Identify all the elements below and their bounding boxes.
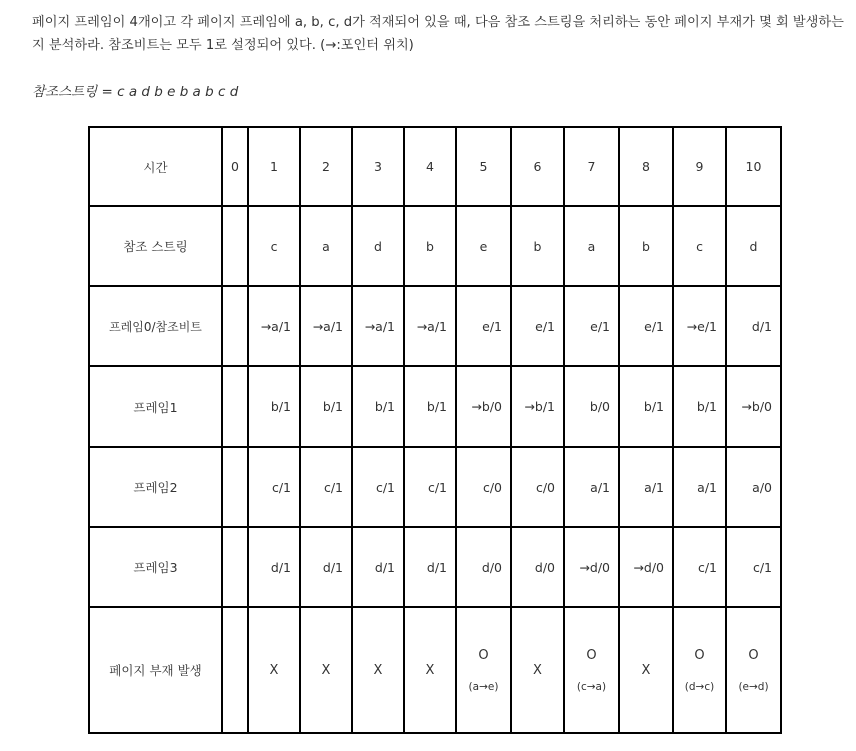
empty-cell	[222, 607, 248, 733]
fault-replacement-detail: (e→d)	[738, 680, 769, 693]
fault-replacement-detail: (d→c)	[684, 680, 715, 693]
frame0-cell: →a/1	[352, 286, 404, 366]
time-cell: 10	[726, 127, 781, 206]
frame3-cell: c/1	[673, 527, 726, 607]
fault-cell	[456, 607, 511, 733]
frame3-cell: →d/0	[619, 527, 673, 607]
time-cell: 3	[352, 127, 404, 206]
reference-cell: c	[673, 206, 726, 286]
frame1-cell: b/1	[404, 366, 456, 447]
fault-cell	[564, 607, 619, 733]
fault-cell	[352, 607, 404, 733]
fault-mark: X	[373, 662, 383, 678]
frame0-cell: →a/1	[248, 286, 300, 366]
row-frame1	[89, 366, 781, 447]
fault-replacement-detail: (a→e)	[468, 680, 499, 693]
time-cell: 1	[248, 127, 300, 206]
frame2-cell: c/0	[456, 447, 511, 527]
frame0-cell: e/1	[511, 286, 564, 366]
time-cell: 6	[511, 127, 564, 206]
row-reference	[89, 206, 781, 286]
frame1-cell: →b/1	[511, 366, 564, 447]
row-label-frame2: 프레임2	[89, 447, 222, 527]
frame0-cell: e/1	[619, 286, 673, 366]
frame1-cell: b/0	[564, 366, 619, 447]
time-cell: 9	[673, 127, 726, 206]
fault-cell	[673, 607, 726, 733]
frame2-cell: c/1	[352, 447, 404, 527]
frame2-cell: c/0	[511, 447, 564, 527]
fault-cell	[619, 607, 673, 733]
fault-mark: O	[748, 647, 759, 663]
frame1-cell: b/1	[248, 366, 300, 447]
reference-string-line: 참조스트링 = c a d b e b a b c d	[32, 84, 239, 100]
frame2-cell: c/1	[248, 447, 300, 527]
frame3-cell: →d/0	[564, 527, 619, 607]
reference-cell: a	[300, 206, 352, 286]
fault-cell	[726, 607, 781, 733]
row-label-frame0: 프레임0/참조비트	[89, 286, 222, 366]
reference-cell: b	[511, 206, 564, 286]
frame0-cell: →e/1	[673, 286, 726, 366]
frame0-cell: →a/1	[404, 286, 456, 366]
empty-cell	[222, 206, 248, 286]
frame1-cell: b/1	[619, 366, 673, 447]
empty-cell	[222, 447, 248, 527]
frame1-cell: b/1	[673, 366, 726, 447]
frame0-cell: d/1	[726, 286, 781, 366]
frame3-cell: d/0	[511, 527, 564, 607]
frame3-cell: d/0	[456, 527, 511, 607]
row-label-fault: 페이지 부재 발생	[89, 607, 222, 733]
fault-cell	[248, 607, 300, 733]
frame1-cell: →b/0	[726, 366, 781, 447]
fault-mark: X	[641, 662, 651, 678]
frame3-cell: d/1	[352, 527, 404, 607]
frame2-cell: c/1	[404, 447, 456, 527]
fault-cell	[300, 607, 352, 733]
frame3-cell: d/1	[300, 527, 352, 607]
frame2-cell: a/1	[673, 447, 726, 527]
frame1-cell: →b/0	[456, 366, 511, 447]
question-text: 페이지 프레임이 4개이고 각 페이지 프레임에 a, b, c, d가 적재되어 있을 때, 다음 참조 스트링을 처리하는 동안 페이지 부재가 몇 회 발생하는지 분석하라. 참조비트는 모두 1로 설정되어 있다. (→:포인터 위치)	[32, 15, 844, 53]
fault-cell	[404, 607, 456, 733]
frame0-cell: e/1	[564, 286, 619, 366]
frame0-cell: e/1	[456, 286, 511, 366]
fault-mark: O	[478, 647, 489, 663]
frame0-cell: →a/1	[300, 286, 352, 366]
row-label-time: 시간	[89, 127, 222, 206]
reference-cell: c	[248, 206, 300, 286]
fault-mark: O	[694, 647, 705, 663]
row-label-reference: 참조 스트링	[89, 206, 222, 286]
reference-cell: d	[726, 206, 781, 286]
frame2-cell: a/1	[564, 447, 619, 527]
row-time	[89, 127, 781, 206]
fault-cell	[511, 607, 564, 733]
frame3-cell: d/1	[248, 527, 300, 607]
fault-mark: X	[425, 662, 435, 678]
time-cell-initial: 0	[222, 127, 248, 206]
time-cell: 2	[300, 127, 352, 206]
frame3-cell: c/1	[726, 527, 781, 607]
row-fault	[89, 607, 781, 733]
fault-mark: X	[321, 662, 331, 678]
row-frame2	[89, 447, 781, 527]
row-label-frame1: 프레임1	[89, 366, 222, 447]
frame1-cell: b/1	[352, 366, 404, 447]
reference-cell: b	[404, 206, 456, 286]
reference-cell: e	[456, 206, 511, 286]
time-cell: 7	[564, 127, 619, 206]
frame2-cell: a/1	[619, 447, 673, 527]
row-label-frame3: 프레임3	[89, 527, 222, 607]
time-cell: 5	[456, 127, 511, 206]
frame3-cell: d/1	[404, 527, 456, 607]
empty-cell	[222, 527, 248, 607]
reference-cell: a	[564, 206, 619, 286]
row-frame0	[89, 286, 781, 366]
frame2-cell: c/1	[300, 447, 352, 527]
fault-replacement-detail: (c→a)	[576, 680, 607, 693]
frame1-cell: b/1	[300, 366, 352, 447]
frame2-cell: a/0	[726, 447, 781, 527]
reference-cell: b	[619, 206, 673, 286]
page-replacement-table	[88, 126, 782, 734]
fault-mark: O	[586, 647, 597, 663]
time-cell: 8	[619, 127, 673, 206]
fault-mark: X	[533, 662, 542, 678]
time-cell: 4	[404, 127, 456, 206]
fault-mark: X	[269, 662, 279, 678]
empty-cell	[222, 366, 248, 447]
reference-cell: d	[352, 206, 404, 286]
row-frame3	[89, 527, 781, 607]
empty-cell	[222, 286, 248, 366]
